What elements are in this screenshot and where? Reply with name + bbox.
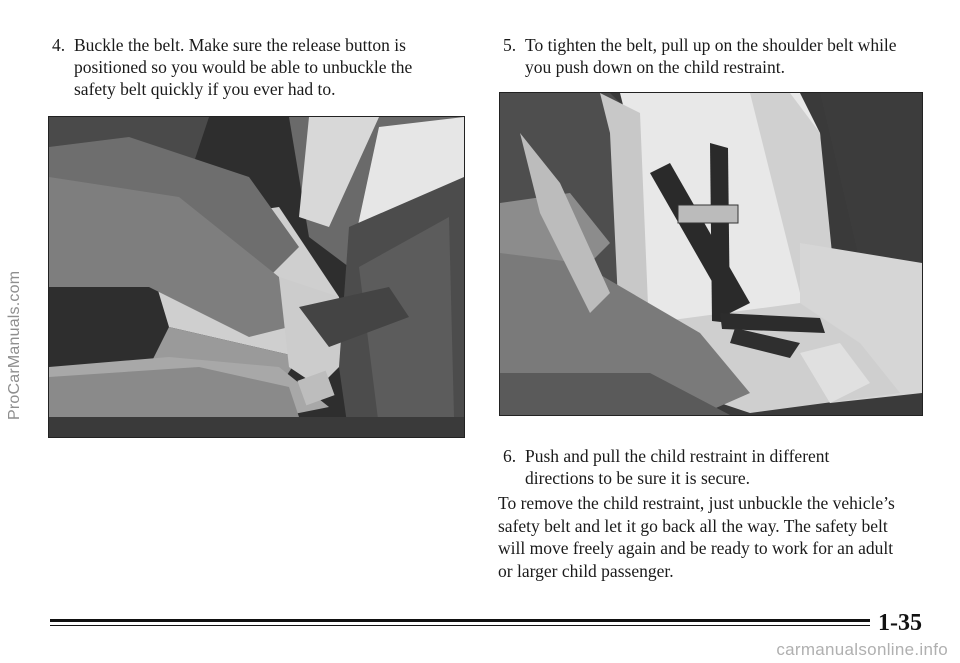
buckle-belt-drawing: [49, 117, 464, 437]
footer-watermark: carmanualsonline.info: [776, 640, 948, 659]
step-4: [52, 34, 452, 104]
step-4-number: 4.: [52, 35, 66, 55]
step-4-text: [74, 34, 412, 100]
step-4-line-1: Buckle the belt. Make sure the release button is: [74, 35, 406, 55]
step-6-line-2: directions to be sure it is secure.: [525, 468, 751, 488]
page-number: 1-35: [878, 610, 922, 636]
step-5-text: [525, 34, 897, 78]
step-6: [503, 445, 943, 493]
step-4-line-3: safety belt quickly if you ever had to.: [74, 79, 336, 99]
tighten-belt-illustration: [499, 92, 923, 416]
step-6-number: 6.: [503, 446, 517, 466]
paragraph-line-3: will move freely again and be ready to work for an adult: [498, 538, 894, 558]
step-5-line-2: you push down on the child restraint.: [525, 57, 786, 77]
step-5-number: 5.: [503, 35, 517, 55]
step-6-line-1: Push and pull the child restraint in different: [525, 446, 830, 466]
step-5: [503, 34, 943, 82]
paragraph-line-2: safety belt and let it go back all the way. The safety belt: [498, 515, 888, 536]
paragraph-line-1: To remove the child restraint, just unbuckle the vehicle’s: [498, 493, 895, 513]
step-4-line-2: positioned so you would be able to unbuckle the: [74, 57, 413, 77]
remove-restraint-paragraph: [498, 492, 943, 587]
footer-rule-thick: [50, 619, 870, 622]
step-6-text: [525, 445, 829, 489]
paragraph-line-4: or larger child passenger.: [498, 560, 674, 581]
buckle-belt-illustration: [48, 116, 465, 438]
step-5-line-1: To tighten the belt, pull up on the shoulder belt while: [525, 35, 897, 55]
footer-rule-thin: [50, 625, 870, 626]
side-watermark: ProCarManuals.com: [6, 270, 23, 420]
tighten-belt-drawing: [500, 93, 922, 415]
